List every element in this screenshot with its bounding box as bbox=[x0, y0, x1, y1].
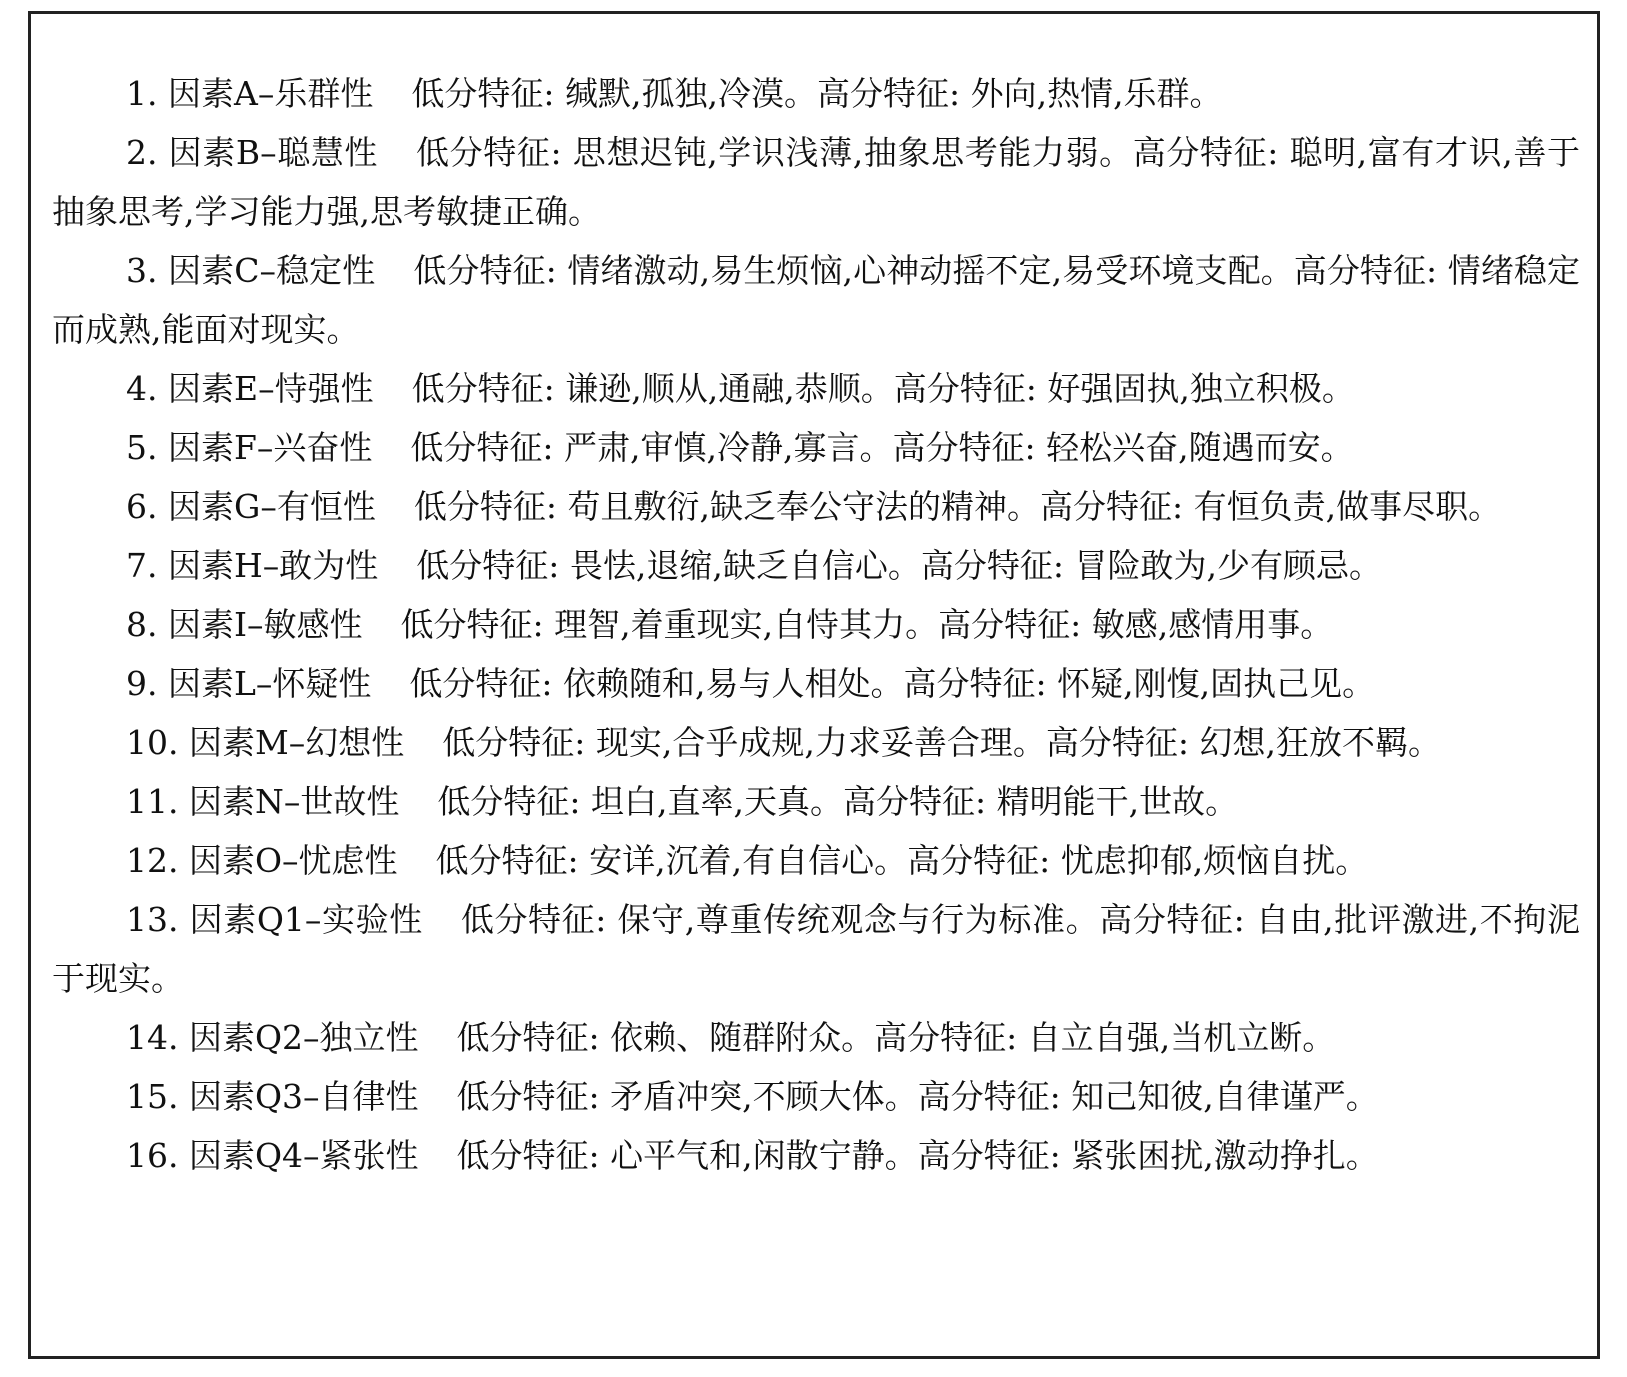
low-score-label: 低分特征: bbox=[460, 900, 607, 939]
factor-number: 2. bbox=[126, 133, 158, 172]
factor-name: 因素E–恃强性 bbox=[168, 369, 374, 408]
high-score-traits: 自由,批评激进,不拘泥于现实。 bbox=[52, 900, 1580, 998]
high-score-label: 高分特征: bbox=[816, 74, 961, 113]
low-score-traits: 依赖随和,易与人相处。 bbox=[563, 664, 904, 703]
high-score-traits: 情绪稳定而成熟,能面对现实。 bbox=[52, 251, 1581, 349]
low-score-label: 低分特征: bbox=[456, 1077, 600, 1116]
factor-item-4 bbox=[52, 359, 1580, 418]
factor-item-6 bbox=[52, 477, 1580, 536]
factor-item-1 bbox=[52, 64, 1580, 123]
high-score-label: 高分特征: bbox=[903, 664, 1047, 703]
low-score-traits: 理智,着重现实,自恃其力。 bbox=[554, 605, 939, 644]
high-score-label: 高分特征: bbox=[1132, 133, 1279, 172]
high-score-traits: 聪明,富有才识,善于抽象思考,学习能力强,思考敏捷正确。 bbox=[52, 133, 1580, 231]
high-score-traits: 幻想,狂放不羁。 bbox=[1199, 723, 1442, 762]
factor-name: 因素A–乐群性 bbox=[168, 74, 374, 113]
high-score-label: 高分特征: bbox=[892, 428, 1036, 467]
factor-name: 因素F–兴奋性 bbox=[168, 428, 373, 467]
factor-name: 因素H–敢为性 bbox=[168, 546, 379, 585]
factor-number: 3. bbox=[126, 251, 158, 290]
factor-item-7 bbox=[52, 536, 1580, 595]
factor-item-10 bbox=[52, 713, 1580, 772]
high-score-label: 高分特征: bbox=[917, 1077, 1061, 1116]
high-score-label: 高分特征: bbox=[874, 1018, 1018, 1057]
factor-item-13 bbox=[52, 890, 1580, 1008]
factor-number: 15. bbox=[126, 1077, 179, 1116]
high-score-traits: 有恒负责,做事尽职。 bbox=[1193, 487, 1502, 526]
factor-number: 4. bbox=[126, 369, 158, 408]
high-score-label: 高分特征: bbox=[1040, 487, 1184, 526]
factor-item-8 bbox=[52, 595, 1580, 654]
high-score-label: 高分特征: bbox=[1293, 251, 1438, 290]
low-score-label: 低分特征: bbox=[456, 1018, 600, 1057]
factor-item-15 bbox=[52, 1067, 1580, 1126]
low-score-label: 低分特征: bbox=[400, 605, 544, 644]
factor-number: 10. bbox=[126, 723, 179, 762]
low-score-traits: 依赖、随群附众。 bbox=[610, 1018, 875, 1057]
high-score-traits: 自立自强,当机立断。 bbox=[1027, 1018, 1336, 1057]
high-score-label: 高分特征: bbox=[1045, 723, 1190, 762]
low-score-traits: 坦白,直率,天真。 bbox=[590, 782, 843, 821]
factor-item-9 bbox=[52, 654, 1580, 713]
low-score-label: 低分特征: bbox=[413, 251, 557, 290]
high-score-label: 高分特征: bbox=[938, 605, 1082, 644]
low-score-traits: 保守,尊重传统观念与行为标准。 bbox=[617, 900, 1100, 939]
low-score-label: 低分特征: bbox=[411, 74, 555, 113]
high-score-traits: 冒险敢为,少有顾忌。 bbox=[1074, 546, 1383, 585]
high-score-traits: 轻松兴奋,随遇而安。 bbox=[1046, 428, 1354, 467]
low-score-traits: 谦逊,顺从,通融,恭顺。 bbox=[565, 369, 894, 408]
factor-list bbox=[52, 64, 1580, 1185]
low-score-label: 低分特征: bbox=[435, 841, 579, 880]
high-score-label: 高分特征: bbox=[920, 546, 1065, 585]
low-score-label: 低分特征: bbox=[456, 1136, 600, 1175]
low-score-traits: 情绪激动,易生烦恼,心神动摇不定,易受环境支配。 bbox=[567, 251, 1294, 290]
high-score-traits: 外向,热情,乐群。 bbox=[970, 74, 1223, 113]
factor-number: 13. bbox=[126, 900, 179, 939]
high-score-traits: 紧张困扰,激动挣扎。 bbox=[1071, 1136, 1379, 1175]
factor-name: 因素Q3–自律性 bbox=[188, 1077, 419, 1116]
high-score-label: 高分特征: bbox=[1099, 900, 1245, 939]
low-score-traits: 严肃,审慎,冷静,寡言。 bbox=[564, 428, 893, 467]
low-score-label: 低分特征: bbox=[411, 369, 555, 408]
low-score-label: 低分特征: bbox=[410, 428, 554, 467]
factor-item-5 bbox=[52, 418, 1580, 477]
factor-number: 9. bbox=[126, 664, 158, 703]
factor-name: 因素L–怀疑性 bbox=[168, 664, 372, 703]
factor-item-11 bbox=[52, 772, 1580, 831]
high-score-label: 高分特征: bbox=[907, 841, 1051, 880]
high-score-traits: 知己知彼,自律谨严。 bbox=[1071, 1077, 1379, 1116]
factor-item-12 bbox=[52, 831, 1580, 890]
factor-name: 因素Q2–独立性 bbox=[188, 1018, 419, 1057]
factor-number: 6. bbox=[126, 487, 158, 526]
high-score-label: 高分特征: bbox=[917, 1136, 1061, 1175]
low-score-traits: 矛盾冲突,不顾大体。 bbox=[610, 1077, 918, 1116]
low-score-label: 低分特征: bbox=[442, 723, 586, 762]
high-score-label: 高分特征: bbox=[893, 369, 1037, 408]
factor-number: 14. bbox=[126, 1018, 179, 1057]
factor-name: 因素N–世故性 bbox=[188, 782, 400, 821]
low-score-traits: 现实,合乎成规,力求妥善合理。 bbox=[595, 723, 1046, 762]
factor-item-2 bbox=[52, 123, 1580, 241]
low-score-traits: 安详,沉着,有自信心。 bbox=[589, 841, 908, 880]
low-score-label: 低分特征: bbox=[416, 133, 562, 172]
factor-name: 因素I–敏感性 bbox=[168, 605, 363, 644]
high-score-traits: 精明能干,世故。 bbox=[996, 782, 1239, 821]
factor-name: 因素O–忧虑性 bbox=[188, 841, 398, 880]
low-score-label: 低分特征: bbox=[413, 487, 557, 526]
factor-name: 因素B–聪慧性 bbox=[168, 133, 379, 172]
high-score-traits: 怀疑,刚愎,固执己见。 bbox=[1057, 664, 1376, 703]
high-score-label: 高分特征: bbox=[842, 782, 987, 821]
factor-name: 因素M–幻想性 bbox=[188, 723, 405, 762]
factor-item-14 bbox=[52, 1008, 1580, 1067]
factor-number: 12. bbox=[126, 841, 179, 880]
factor-item-16 bbox=[52, 1126, 1580, 1185]
high-score-traits: 忧虑抑郁,烦恼自扰。 bbox=[1060, 841, 1369, 880]
factor-number: 1. bbox=[126, 74, 158, 113]
low-score-label: 低分特征: bbox=[437, 782, 581, 821]
factor-number: 16. bbox=[126, 1136, 179, 1175]
high-score-traits: 敏感,感情用事。 bbox=[1091, 605, 1334, 644]
factor-number: 11. bbox=[126, 782, 179, 821]
low-score-traits: 心平气和,闲散宁静。 bbox=[610, 1136, 918, 1175]
low-score-traits: 畏怯,退缩,缺乏自信心。 bbox=[569, 546, 921, 585]
low-score-label: 低分特征: bbox=[409, 664, 553, 703]
factor-name: 因素G–有恒性 bbox=[168, 487, 376, 526]
factor-number: 8. bbox=[126, 605, 158, 644]
factor-item-3 bbox=[52, 241, 1580, 359]
factor-name: 因素Q4–紧张性 bbox=[188, 1136, 419, 1175]
factor-name: 因素Q1–实验性 bbox=[189, 900, 423, 939]
factor-name: 因素C–稳定性 bbox=[168, 251, 376, 290]
high-score-traits: 好强固执,独立积极。 bbox=[1047, 369, 1355, 408]
low-score-traits: 缄默,孤独,冷漠。 bbox=[564, 74, 817, 113]
low-score-label: 低分特征: bbox=[416, 546, 560, 585]
low-score-traits: 思想迟钝,学识浅薄,抽象思考能力弱。 bbox=[572, 133, 1133, 172]
factor-number: 7. bbox=[126, 546, 158, 585]
low-score-traits: 苟且敷衍,缺乏奉公守法的精神。 bbox=[567, 487, 1040, 526]
factor-number: 5. bbox=[126, 428, 158, 467]
